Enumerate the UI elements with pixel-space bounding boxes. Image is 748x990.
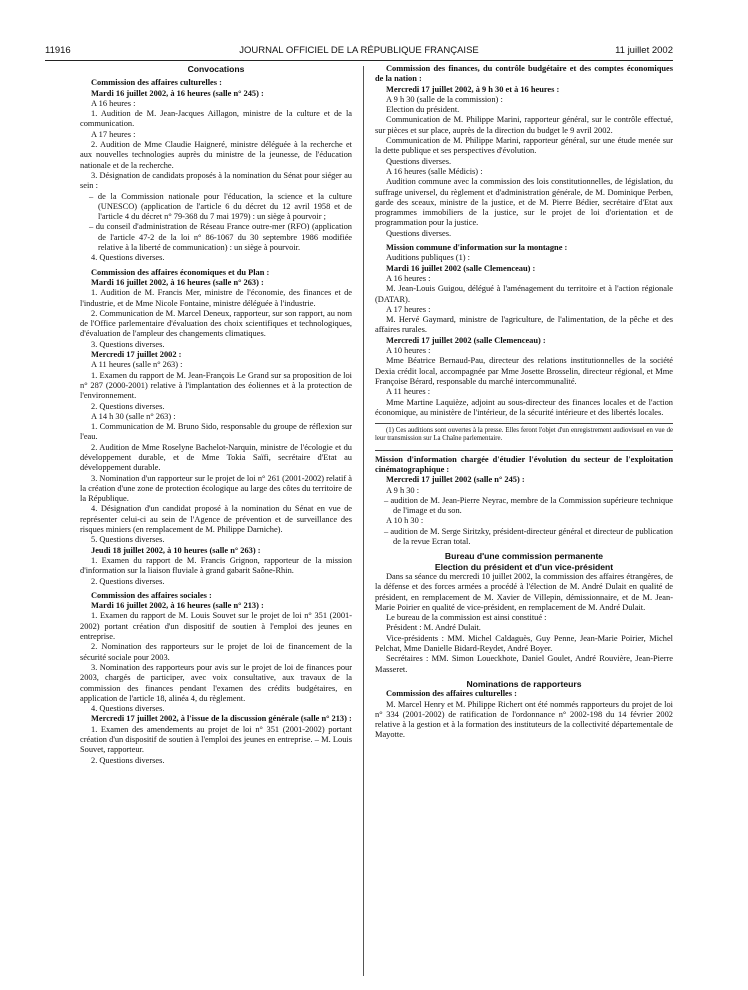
- time-label: A 10 h 30 :: [386, 516, 424, 526]
- agenda-item: 1. Examen du rapport de M. Jean-François Le Grand sur sa proposition de loi n° 287 (2000-2001) relative à l'implantation des éoliennes et à la protection de l'environnement.: [80, 370, 352, 401]
- agenda-item: 2. Questions diverses.: [91, 401, 165, 411]
- agenda-item: Election du président.: [386, 105, 460, 115]
- commission-heading: Commission des affaires culturelles :: [91, 78, 222, 88]
- agenda-item: 1. Communication de M. Bruno Sido, responsable du groupe de réflexion sur l'eau.: [80, 422, 352, 442]
- agenda-item: 1. Examen du rapport de M. Louis Souvet sur le projet de loi n° 351 (2001-2002) portant création d'un dispositif de soutien à l'emploi des jeunes en entreprise.: [80, 611, 352, 642]
- agenda-item: 2. Audition de Mme Roselyne Bachelot-Narquin, ministre de l'écologie et du développement durable, et de Mme Tokia Saïfi, secrétaire d'Etat au développement durable.: [80, 442, 352, 473]
- time-label: A 10 heures :: [386, 346, 431, 356]
- agenda-item: 4. Désignation d'un candidat proposé à la nomination du Sénat en vue de représenter celui-ci au sein de l'Agence de prévention et de surveillance des risques miniers (en remplacement de M. Philippe Darniche).: [80, 504, 352, 535]
- time-label: A 11 heures (salle n° 263) :: [91, 360, 183, 370]
- footnote: (1) Ces auditions sont ouvertes à la presse. Elles feront l'objet d'un enregistrement audiovisuel en vue de leur transmission sur La Chaîne parlementaire.: [375, 427, 673, 443]
- agenda-item: Auditions publiques (1) :: [386, 253, 470, 263]
- session-date: Mercredi 17 juillet 2002 :: [91, 350, 182, 360]
- body-paragraph: M. Marcel Henry et M. Philippe Richert ont été nommés rapporteurs du projet de loi n° 334 (2001-2002) de ratification de l'ordonnance n° 2002-198 du 14 février 2002 relative à la gestion et à la formation des instituteurs de la collectivité départementale de Mayotte.: [375, 699, 673, 740]
- right-column: [375, 64, 673, 741]
- session-date: Mardi 16 juillet 2002, à 16 heures (salle n° 245) :: [91, 88, 264, 98]
- session-date: Mardi 16 juillet 2002, à 16 heures (salle n° 213) :: [91, 601, 264, 611]
- bureau-member: Président : M. André Dulait.: [386, 623, 481, 633]
- commission-heading: Mission d'information chargée d'étudier l'évolution du secteur de l'exploitation cinématographique :: [375, 454, 673, 474]
- commission-heading: Commission des affaires sociales :: [91, 590, 212, 600]
- agenda-item: M. Hervé Gaymard, ministre de l'agriculture, de l'alimentation, de la pêche et des affaires rurales.: [375, 315, 673, 335]
- agenda-subitem: – audition de M. Jean-Pierre Neyrac, membre de la Commission supérieure technique de l'image et du son.: [384, 495, 673, 516]
- session-date: Mercredi 17 juillet 2002 (salle n° 245) :: [386, 475, 525, 485]
- time-label: A 17 heures :: [386, 304, 431, 314]
- agenda-item: Audition commune avec la commission des lois constitutionnelles, de législation, du suffrage universel, du règlement et d'administration générale, de M. Dominique Perben, garde des sceaux, ministre de la justice, et de M. Pierre Bédier, secrétaire d'Etat aux programmes immobiliers de la justice, sur le projet de loi d'orientation et de programmation pour la justice.: [375, 177, 673, 228]
- bureau-member: Secrétaires : MM. Simon Loueckhote, Daniel Goulet, André Rouvière, Jean-Pierre Masseret.: [375, 654, 673, 674]
- session-date: Mardi 16 juillet 2002, à 16 heures (salle n° 263) :: [91, 277, 264, 287]
- agenda-item: 2. Audition de Mme Claudie Haigneré, ministre déléguée à la recherche et aux nouvelles technologies auprès du ministre de la jeunesse, de l'éducation nationale et de la recherche.: [80, 140, 352, 170]
- agenda-item: 3. Questions diverses.: [91, 339, 165, 349]
- session-date: Mardi 16 juillet 2002 (salle Clemenceau) :: [386, 263, 536, 273]
- agenda-item: Mme Béatrice Bernaud-Pau, directeur des relations institutionnelles de la société Dexia crédit local, accompagnée par Mme Josette Brosselin, directeur régional, et Mme Françoise Bérard, responsable du marché intercommunalité.: [375, 356, 673, 386]
- commission-heading: Mission commune d'information sur la montagne :: [386, 243, 568, 253]
- session-date: Mercredi 17 juillet 2002 (salle Clemenceau) :: [386, 335, 546, 345]
- section-heading: Convocations: [187, 64, 245, 74]
- agenda-item: 2. Questions diverses.: [91, 576, 165, 586]
- agenda-subitem: – audition de M. Serge Siritzky, président-directeur général et directeur de publication de la revue Ecran total.: [384, 526, 673, 547]
- issue-date: 11 juillet 2002: [615, 45, 673, 56]
- commission-heading: Commission des finances, du contrôle budgétaire et des comptes économiques de la nation :: [375, 64, 673, 84]
- agenda-item: 3. Nomination d'un rapporteur sur le projet de loi n° 261 (2001-2002) relatif à la création d'une zone de protection écologique au large des côtes du territoire de la République.: [80, 473, 352, 504]
- journal-title: JOURNAL OFFICIEL DE LA RÉPUBLIQUE FRANÇAISE: [239, 45, 479, 56]
- agenda-subitem: – du conseil d'administration de Réseau France outre-mer (RFO) (application de l'article 47-2 de la loi n° 86-1067 du 30 septembre 1986 modifiée relative à la liberté de communication) : un siège à pourvoir.: [89, 222, 352, 253]
- time-label: A 9 h 30 (salle de la commission) :: [386, 94, 503, 104]
- agenda-item: Communication de M. Philippe Marini, rapporteur général, sur le contrôle effectué, sur pièces et sur place, auprès de la direction du budget le 9 avril 2002.: [375, 115, 673, 135]
- body-paragraph: Dans sa séance du mercredi 10 juillet 2002, la commission des affaires étrangères, de la défense et des forces armées a procédé à l'élection de M. André Dulait en qualité de président, en remplacement de M. Xavier de Villepin, démissionnaire, et de M. Jean-Marie Poirier en qualité de vice-président, en remplacement de M. André Dulait.: [375, 571, 673, 612]
- agenda-item: Questions diverses.: [386, 156, 452, 166]
- session-date: Mercredi 17 juillet 2002, à l'issue de la discussion générale (salle n° 213) :: [91, 714, 352, 724]
- section-subheading: Election du président et d'un vice-président: [434, 561, 614, 572]
- page-number: 11916: [45, 45, 71, 56]
- commission-heading: Commission des affaires économiques et du Plan :: [91, 267, 270, 277]
- agenda-item: 2. Questions diverses.: [91, 755, 165, 765]
- time-label: A 14 h 30 (salle n° 263) :: [91, 411, 176, 421]
- agenda-item: Communication de M. Philippe Marini, rapporteur général, sur une étude menée sur la dette publique et ses perspectives d'évolution.: [375, 136, 673, 156]
- agenda-item: 3. Nomination des rapporteurs pour avis sur le projet de loi de finances pour 2003, chargés de participer, avec voix consultative, aux travaux de la commission des finances pendant l'examen des crédits budgétaires, en application de l'article 18, alinéa 4, du règlement.: [80, 662, 352, 703]
- agenda-item: 3. Désignation de candidats proposés à la nomination du Sénat pour siéger au sein :: [80, 170, 352, 191]
- agenda-item: 1. Examen des amendements au projet de loi n° 351 (2001-2002) portant création d'un dispositif de soutien à l'emploi des jeunes en entreprise. – M. Louis Souvet, rapporteur.: [80, 724, 352, 755]
- time-label: A 16 heures :: [91, 98, 136, 108]
- agenda-item: Questions diverses.: [386, 228, 452, 238]
- bureau-member: Vice-présidents : MM. Michel Caldaguès, Guy Penne, Jean-Marie Poirier, Michel Pelchat, Mme Danielle Bidard-Reydet, André Boyer.: [375, 633, 673, 654]
- time-label: A 11 heures :: [386, 387, 431, 397]
- time-label: A 17 heures :: [91, 129, 136, 139]
- footnote-rule: [375, 423, 673, 424]
- left-column: [80, 64, 352, 766]
- header-rule: [45, 60, 673, 61]
- agenda-item: 1. Examen du rapport de M. Francis Grignon, rapporteur de la mission d'information sur la liaison fluviale à grand gabarit Saône-Rhin.: [80, 555, 352, 576]
- commission-heading: Commission des affaires culturelles :: [386, 689, 517, 699]
- agenda-item: 2. Nomination des rapporteurs sur le projet de loi de financement de la sécurité sociale pour 2003.: [80, 642, 352, 662]
- agenda-subitem: – de la Commission nationale pour l'éducation, la science et la culture (UNESCO) (application de l'article 6 du décret du 12 avril 1958 et de l'article 4 du décret n° 79-368 du 7 mai 1979) : un siège à pourvoir ;: [89, 191, 352, 222]
- section-separator: [375, 450, 673, 451]
- agenda-item: 1. Audition de M. Francis Mer, ministre de l'économie, des finances et de l'industrie, et de Mme Nicole Fontaine, ministre déléguée à l'industrie.: [80, 288, 352, 308]
- agenda-item: 2. Communication de M. Marcel Deneux, rapporteur, sur son rapport, au nom de l'Office parlementaire d'évaluation des choix scientifiques et technologiques, d'évaluation de l'ampleur des changements climatiques.: [80, 308, 352, 339]
- time-label: A 9 h 30 :: [386, 485, 420, 495]
- column-divider: [363, 66, 364, 976]
- agenda-item: 4. Questions diverses.: [91, 253, 165, 263]
- page-header: [45, 45, 673, 59]
- agenda-item: 4. Questions diverses.: [91, 704, 165, 714]
- agenda-item: M. Jean-Louis Guigou, délégué à l'aménagement du territoire et à l'action régionale (DATAR).: [375, 284, 673, 304]
- section-heading: Bureau d'une commission permanente: [444, 551, 604, 562]
- agenda-item: Mme Martine Laquièze, adjoint au sous-directeur des finances locales et de l'action économique, au ministère de l'intérieur, de la sécurité intérieure et des libertés locales.: [375, 397, 673, 417]
- body-paragraph: Le bureau de la commission est ainsi constitué :: [386, 613, 547, 623]
- agenda-item: 1. Audition de M. Jean-Jacques Aillagon, ministre de la culture et de la communication.: [80, 109, 352, 129]
- session-date: Jeudi 18 juillet 2002, à 10 heures (salle n° 263) :: [91, 545, 261, 555]
- time-label: A 16 heures (salle Médicis) :: [386, 166, 483, 176]
- agenda-item: 5. Questions diverses.: [91, 535, 165, 545]
- session-date: Mercredi 17 juillet 2002, à 9 h 30 et à 16 heures :: [386, 84, 560, 94]
- time-label: A 16 heures :: [386, 273, 431, 283]
- section-heading: Nominations de rapporteurs: [466, 678, 582, 689]
